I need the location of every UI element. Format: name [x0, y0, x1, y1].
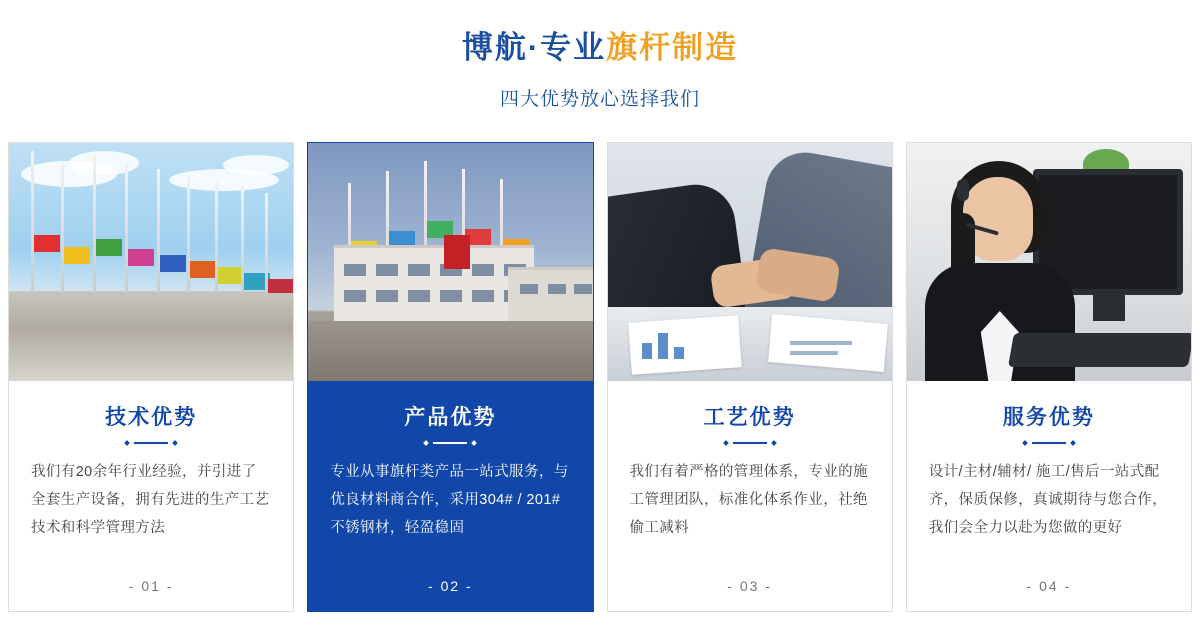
handshake-photo: [608, 143, 892, 381]
card-number-3: - 03 -: [727, 578, 772, 594]
card-desc-3: 我们有着严格的管理体系，专业的施工管理团队，标准化体系作业，社绝偷工减料: [629, 464, 868, 536]
card-body-1: [9, 381, 293, 611]
factory-building-photo: [308, 143, 592, 381]
page-title-prefix: 博航·专业: [461, 30, 607, 65]
advantage-card-2[interactable]: [307, 142, 593, 612]
card-body-3: [608, 381, 892, 611]
card-number-1: - 01 -: [128, 578, 174, 594]
flag-plaza-photo: [9, 143, 293, 381]
card-title-3: 工艺优势: [703, 406, 796, 429]
card-desc-1: 我们有20余年行业经验，并引进了全套生产设备，拥有先进的生产工艺技术和科学管理方法: [31, 464, 270, 536]
title-divider-icon: [134, 442, 168, 444]
card-body-2: [308, 381, 592, 611]
card-title-4: 服务优势: [1002, 406, 1095, 429]
card-title-1: 技术优势: [105, 406, 198, 429]
page-subtitle: 四大优势放心选择我们: [499, 89, 700, 110]
advantage-card-list: [8, 142, 1192, 612]
card-title-2: 产品优势: [404, 406, 497, 429]
title-divider-icon: [733, 442, 767, 444]
page-title-accent: 旗杆制造: [606, 30, 739, 65]
title-divider-icon: [433, 442, 467, 444]
card-desc-4: 设计/主材/辅材/ 施工/售后一站式配齐，保质保修，真诚期待与您合作，我们会全力以赴为您做的更好: [928, 464, 1168, 536]
advantage-card-3[interactable]: [607, 142, 893, 612]
advantage-card-1[interactable]: [8, 142, 294, 612]
customer-service-photo: [907, 143, 1191, 381]
section-header: [0, 0, 1200, 111]
advantage-card-4[interactable]: [906, 142, 1192, 612]
title-divider-icon: [1032, 442, 1066, 444]
card-number-2: - 02 -: [428, 578, 473, 594]
card-desc-2: 专业从事旗杆类产品一站式服务，与优良材料商合作，采用304# / 201#不锈钢材，轻盈稳固: [330, 464, 569, 536]
card-body-4: [907, 381, 1191, 611]
card-number-4: - 04 -: [1026, 578, 1072, 594]
page-title: [0, 26, 1200, 70]
